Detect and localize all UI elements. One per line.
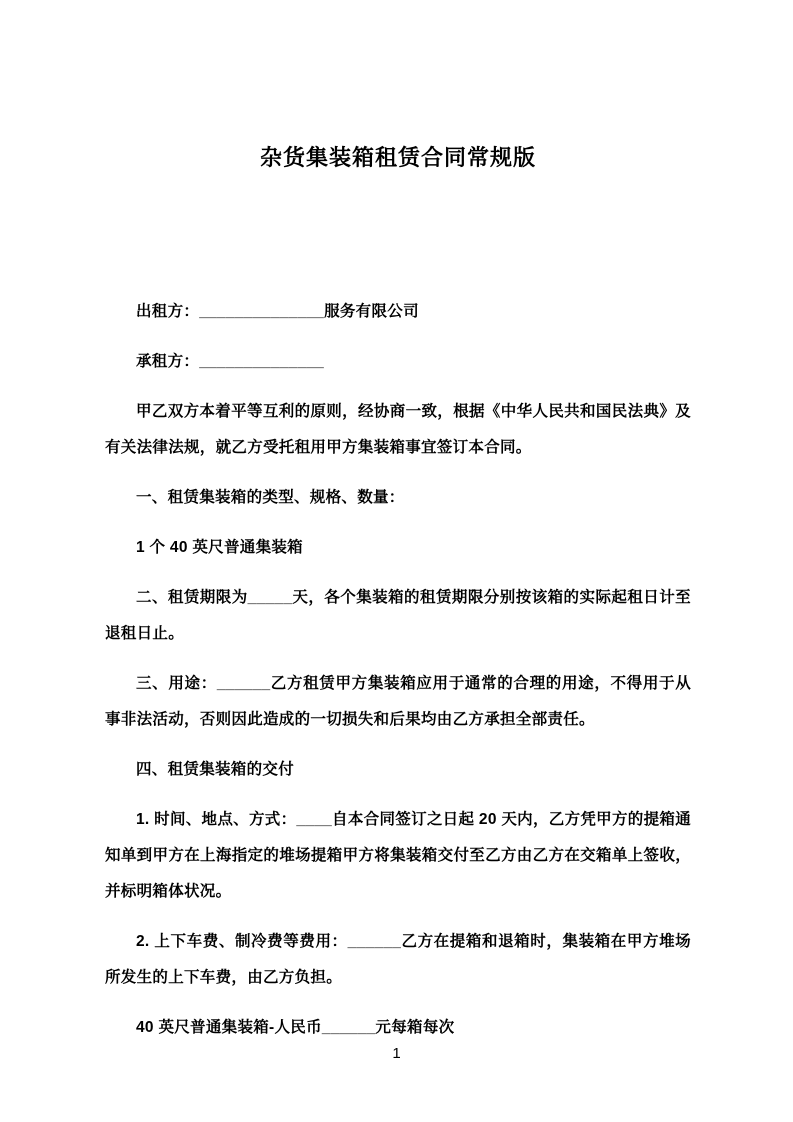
paragraph-lessee: 承租方：______________ [136, 353, 325, 370]
paragraph-clause1-heading: 一、租赁集装箱的类型、规格、数量： [136, 489, 405, 506]
paragraph-clause1-item: 1 个 40 英尺普通集装箱 [136, 539, 303, 556]
paragraph-clause4-heading: 四、租赁集装箱的交付 [136, 761, 295, 778]
paragraph-clause4-item1: 1. 时间、地点、方式：____自本合同签订之日起 20 天内，乙方凭甲方的提箱通知单到甲方在上海指定的堆场提箱甲方将集装箱交付至乙方由乙方在交箱单上签收，并标明箱体状况。 [105, 811, 691, 900]
document-content [105, 0, 691, 1060]
paragraph-clause4-fee: 40 英尺普通集装箱-人民币______元每箱每次 [136, 1019, 455, 1036]
paragraph-clause4-item2: 2. 上下车费、制冷费等费用：______乙方在提箱和退箱时，集装箱在甲方堆场所发生的上下车费，由乙方负担。 [105, 933, 691, 986]
paragraph-lessor: 出租方：______________服务有限公司 [136, 303, 419, 320]
document-title: 杂货集装箱租赁合同常规版 [259, 145, 536, 170]
paragraph-clause2: 二、租赁期限为_____天，各个集装箱的租赁期限分别按该箱的实际起租日计至退租日止。 [105, 589, 691, 642]
page-number: 1 [392, 1045, 401, 1062]
paragraph-preamble: 甲乙双方本着平等互利的原则，经协商一致，根据《中华人民共和国民法典》及有关法律法规，就乙方受托租用甲方集装箱事宜签订本合同。 [105, 403, 691, 456]
paragraph-clause3: 三、用途：______乙方租赁甲方集装箱应用于通常的合理的用途，不得用于从事非法活动，否则因此造成的一切损失和后果均由乙方承担全部责任。 [105, 675, 691, 728]
